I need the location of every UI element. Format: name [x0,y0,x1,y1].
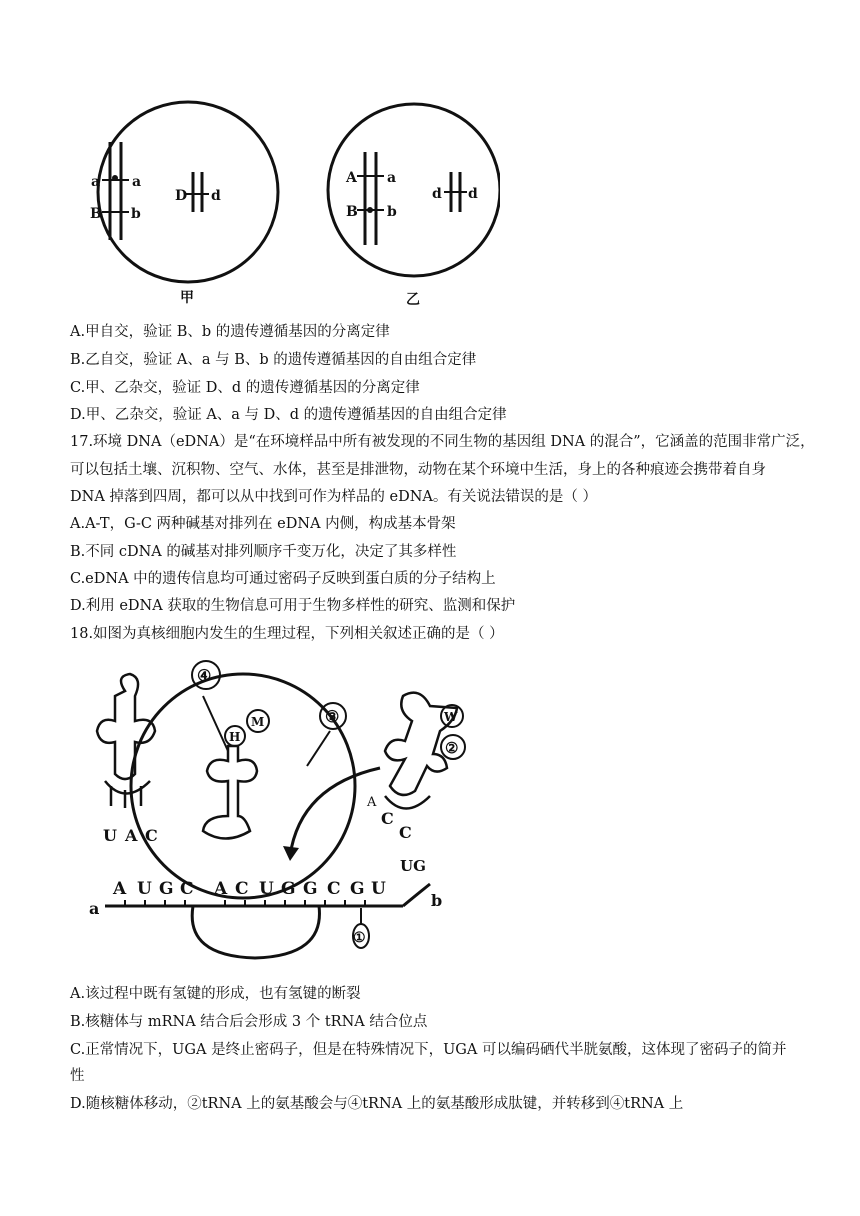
trna-4 [203,746,257,839]
q17-option-c: C.eDNA 中的遗传信息均可通过密码子反映到蛋白质的分子结构上 [70,571,496,587]
small-base-A: A [367,795,377,810]
mrna-base: C [235,879,249,899]
mrna-base: G [159,879,174,899]
mrna-base: U [371,879,386,899]
trna-left [97,674,155,808]
gene-label: D [175,188,188,204]
gene-label: d [468,186,478,202]
gene-label: a [132,174,142,190]
q18-option-c-continued: 性 [70,1068,85,1084]
gene-label: A [346,170,357,186]
q18-option-a: A.该过程中既有氢键的形成，也有氢键的断裂 [70,986,361,1002]
gene-label: a [91,174,101,190]
q18-stem: 18.如图为真核细胞内发生的生理过程，下列相关叙述正确的是（ ） [70,626,504,642]
q17-option-b: B.不同 cDNA 的碱基对排列顺序千变万化，决定了其多样性 [70,544,457,560]
movement-arrow [290,768,380,856]
cell-jia [90,102,278,306]
ribosome-large-subunit [131,674,355,898]
anticodon-base: A [125,826,138,845]
gene-label: a [387,170,397,186]
gene-label: d [211,188,221,204]
amino-acid-M: M [251,715,265,729]
anticodon-base: U [103,826,117,845]
mrna-tail-bases: UG [400,857,426,875]
ribosome-small-subunit [192,906,319,958]
label-2: ② [445,739,459,757]
mrna-base: G [350,879,365,899]
mrna-base: A [214,879,228,899]
gene-label: B [90,206,102,222]
cell-division-figure [80,90,500,320]
mrna-base: G [303,879,318,899]
q17-stem-line-1: 17.环境 DNA（eDNA）是“在环境样品中所有被发现的不同生物的基因组 DNA 的混合”，它涵盖的范围非常广泛， [70,434,815,450]
q16-option-c: C.甲、乙杂交，验证 D、d 的遗传遵循基因的分离定律 [70,380,420,396]
amino-acid-W: W [444,710,458,724]
q16-option-b: B.乙自交，验证 A、a 与 B、b 的遗传遵循基因的自由组合定律 [70,352,477,368]
q18-option-d: D.随核糖体移动，②tRNA 上的氨基酸会与④tRNA 上的氨基酸形成肽键，并转移到④tRNA 上 [70,1096,684,1112]
anticodon-base: C [399,823,412,842]
q17-option-d: D.利用 eDNA 获取的生物信息可用于生物多样性的研究、监测和保护 [70,598,516,614]
anticodon-base: C [145,826,158,845]
cell-yi [328,104,500,308]
translation-figure [85,656,485,976]
mrna-base: C [327,879,341,899]
mrna-end-a: a [89,899,100,918]
q17-stem-line-3: DNA 掉落到四周，都可以从中找到可作为样品的 eDNA。有关说法错误的是（ ） [70,489,597,505]
q16-option-a: A.甲自交，验证 B、b 的遗传遵循基因的分离定律 [70,324,390,340]
q18-option-b: B.核糖体与 mRNA 结合后会形成 3 个 tRNA 结合位点 [70,1014,428,1030]
mrna-base: C [180,879,194,899]
label-3: ③ [325,707,340,726]
gene-label: d [432,186,442,202]
mrna-base: G [281,879,296,899]
q18-option-c: C.正常情况下，UGA 是终止密码子，但是在特殊情况下，UGA 可以编码硒代半胱氨酸，这体现了密码子的简并 [70,1042,787,1058]
mrna-end-b: b [431,891,443,910]
gene-label: b [131,206,141,222]
gene-label: b [387,204,397,220]
mrna-base: U [259,879,274,899]
cell-caption: 乙 [406,292,420,308]
q17-stem-line-2: 可以包括土壤、沉积物、空气、水体，甚至是排泄物，动物在某个环境中生活，身上的各种痕迹会携带着自身 [70,462,766,478]
mrna-base: U [137,879,152,899]
cell-caption: 甲 [180,290,194,306]
q17-option-a: A.A-T，G-C 两种碱基对排列在 eDNA 内侧，构成基本骨架 [70,516,456,532]
label-4: ④ [197,666,212,685]
amino-acid-H: H [229,730,241,744]
q16-option-d: D.甲、乙杂交，验证 A、a 与 D、d 的遗传遵循基因的自由组合定律 [70,407,507,423]
mrna-base: A [113,879,127,899]
gene-label: B [346,204,358,220]
label-1: ① [353,930,366,946]
anticodon-base: C [381,809,394,828]
